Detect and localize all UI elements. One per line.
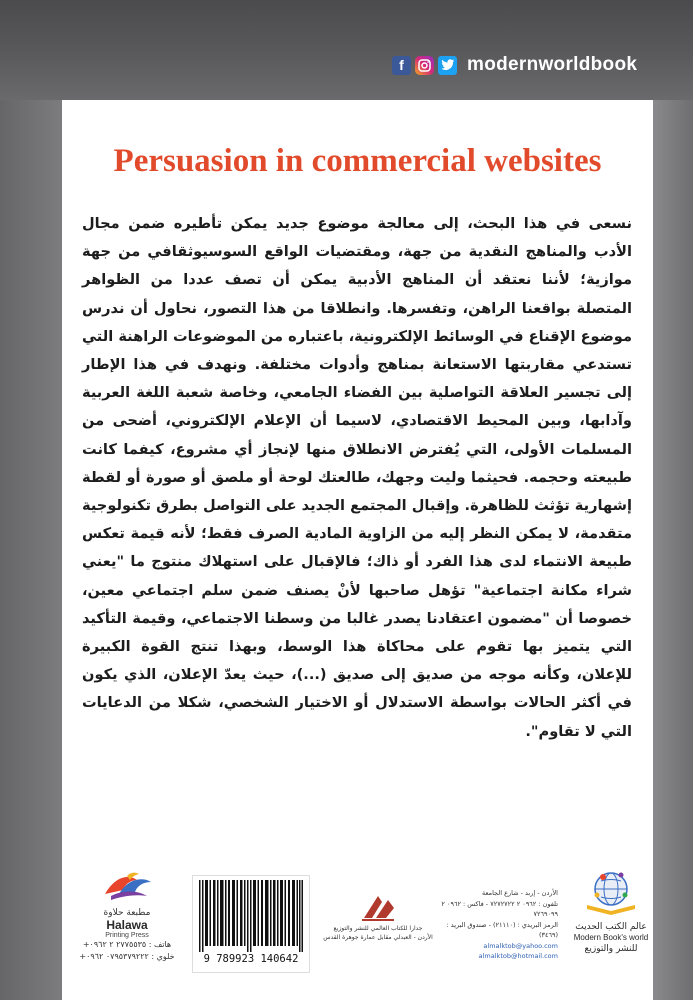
distributor-address: الأردن - العبدلي مقابل عمارة جوهرة القدس xyxy=(323,934,433,941)
printer-sub-en: Printing Press xyxy=(105,932,149,939)
bird-logo-icon xyxy=(97,868,157,908)
distributor-logo-icon xyxy=(358,888,398,924)
publisher-block xyxy=(572,865,650,955)
contact-address: الأردن - إربد - شارع الجامعة xyxy=(481,889,558,897)
barcode-icon xyxy=(199,880,303,952)
contact-email-1[interactable]: almalktob@yahoo.com xyxy=(483,941,558,950)
contact-phone: تلفون : ٠٩٦٢ ٢ ٧٢٧٢٧٢٢ - فاكس : ٠٩٦٢ ٢ ٧٢٦٩٠٩٩ xyxy=(441,899,558,918)
publisher-contact xyxy=(438,888,558,962)
top-band xyxy=(0,0,693,100)
facebook-icon[interactable]: f xyxy=(392,56,411,75)
printer-name-ar: مطبعة حلاوة xyxy=(103,908,151,918)
contact-email-2[interactable]: almalktob@hotmail.com xyxy=(478,952,558,960)
twitter-icon[interactable] xyxy=(438,56,457,75)
instagram-icon[interactable] xyxy=(415,56,434,75)
social-links xyxy=(392,54,637,76)
contact-postal: الرمز البريدي : (٢١١١٠) - صندوق البريد : (٣٤٦٩) xyxy=(446,920,558,939)
distributor-name: جدارا للكتاب العالمي للنشر والتوزيع xyxy=(333,925,423,932)
right-edge xyxy=(653,100,693,1000)
isbn-number: 9 789923 140642 xyxy=(203,953,299,965)
printer-phone-1: هاتف : ٢٧٧٥٥٣٥ ٢ ٠٩٦٢+ xyxy=(82,940,172,949)
printer-name-en: Halawa xyxy=(106,918,148,932)
distributor-block xyxy=(322,888,434,942)
publisher-name-ar: عالم الكتب الحديث xyxy=(575,922,647,932)
publisher-name-en: Modern Book's world xyxy=(573,933,649,942)
globe-book-logo-icon xyxy=(581,865,641,921)
blurb-text: نسعى في هذا البحث، إلى معالجة موضوع جديد يمكن تأطيره ضمن مجال الأدب والمناهج النقدية من جهة، ومقتضيات الواقع السوسيوثقافي من جهة موازية؛ لأننا نعتقد أن المناهج الأدبية يمكن أن تصف عددا من الظواهر المتصلة بواقعنا الراهن، وتفسرها. وانطلاقا من هذا التصور، نحاول أن ندرس موضوع الإقناع في الوسائط الإلكترونية، باعتباره من الموضوعات الراهنة التي تستدعي مقاربتها الاستعانة بمناهج وأدوات مختلفة. ونهدف في هذا الإطار إلى تجسير العلاقة التواصلية بين الفضاء الجامعي، وخاصة شعبة اللغة العربية وآدابها، وبين المحيط الاقتصادي، لاسيما أن الإعلام الإلكتروني، أضحى من المسلمات الأولى، التي يُفترض الانطلاق منها لإنجاز أي مشروع، كيفما كانت طبيعته وحجمه. فحيثما وليت وجهك، طالعتك لوحة أو ملصق أو صورة أو لقطة إشهارية تؤثث للظاهرة. وإقبال المجتمع الجديد على التواصل بطرق تكنولوجية متقدمة، لا يمكن النظر إليه من الزاوية المادية الصرف فقط؛ لأنه قيمة تعكس طبيعة الانتماء لدى هذا الفرد أو ذاك؛ فالإقبال على استهلاك منتوج ما "يعني شراء مكانة اجتماعية" تؤهل صاحبها لأنْ يصنف ضمن سلم اجتماعي معين، خصوصا أن "مضمون اعتقادنا يصدر غالبا من وسطنا الاجتماعي، وقيمة التأكيد التي يتميز بها تقوم على محاكاة هذا الوسط، وبهذا تنتج القوة الكبيرة للإعلان، وكأنه موجه من صديق إلى صديق (...)، حيث يعدّ الإعلان، الذي يكون في أكثر الحالات بواسطة الاستدلال أو الاختيار الشخصي، شكلا من الدعايات التي لا تقاوم". xyxy=(82,215,632,740)
publisher-sub-ar: للنشر والتوزيع xyxy=(584,944,638,954)
barcode-block xyxy=(192,875,310,973)
left-edge xyxy=(0,100,62,1000)
site-name[interactable]: modernworldbook xyxy=(467,54,638,75)
printer-block xyxy=(72,868,182,963)
printer-phone-2: خلوي : ٠٧٩٥٣٧٩٢٢٢ ٠٩٦٢+ xyxy=(79,952,175,961)
book-title: Persuasion in commercial websites xyxy=(113,143,602,179)
